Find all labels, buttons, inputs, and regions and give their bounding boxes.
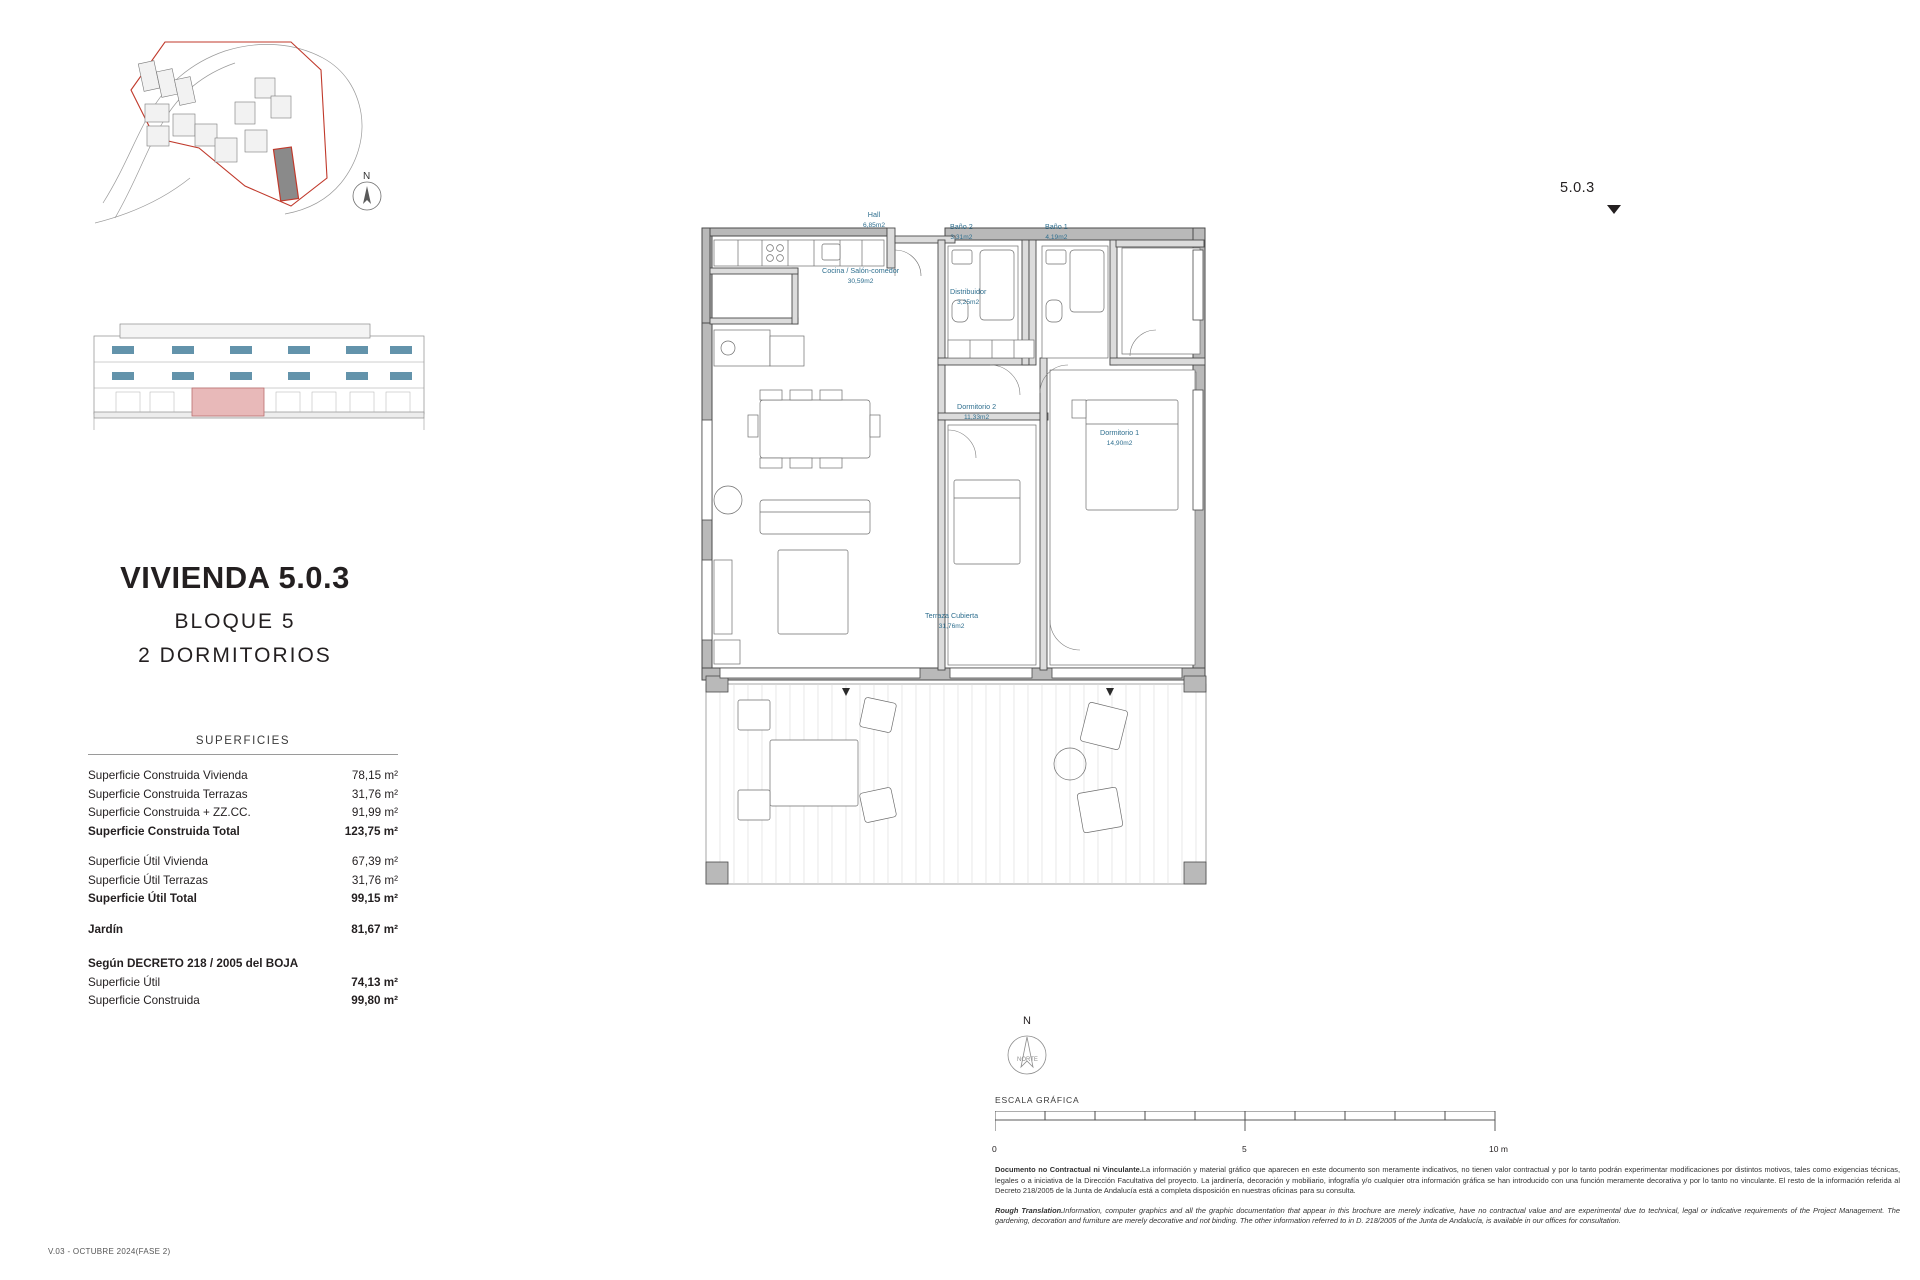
surfaces-heading: SUPERFICIES (195, 735, 291, 747)
room-label-distribuidor (950, 287, 986, 307)
north-arrow-plan (995, 1015, 1065, 1095)
room-label-dormitorio2 (957, 402, 996, 422)
surfaces-table (88, 735, 398, 1011)
room-label-dormitorio1 (1100, 428, 1139, 448)
disclaimer-english-title: Rough Translation. (995, 1205, 1064, 1215)
version-note: V.03 - OCTUBRE 2024(FASE 2) (48, 1247, 171, 1256)
disclaimer-english (995, 1206, 1900, 1227)
row-label: Superficie Construida Vivienda (88, 769, 248, 782)
row-label: Superficie Útil (88, 975, 161, 989)
north-arrow-site (353, 171, 381, 210)
svg-text:N: N (363, 171, 371, 182)
floorplan-area (470, 0, 1920, 1280)
highlighted-block (273, 147, 298, 201)
row-value: 81,67 m² (351, 922, 398, 936)
table-row (88, 804, 398, 823)
row-label: Superficie Útil Total (88, 892, 197, 905)
row-value: 123,75 m² (344, 824, 398, 838)
room-name: Dormitorio 1 (1100, 428, 1140, 437)
scale-tick-5: 5 (1242, 1144, 1247, 1154)
row-value: 74,13 m² (351, 975, 398, 989)
row-value: 99,80 m² (351, 994, 398, 1007)
room-name: Dormitorio 2 (957, 402, 997, 411)
north-letter: N (1023, 1015, 1031, 1027)
room-label-bano2 (950, 222, 973, 242)
room-name: Baño 2 (950, 222, 973, 231)
room-name: Hall (867, 210, 881, 219)
disclaimer-spanish-title: Documento no Contractual ni Vinculante. (995, 1165, 1142, 1174)
table-row (88, 890, 398, 909)
room-area: 3,31m2 (950, 233, 973, 241)
row-value: 91,99 m² (351, 806, 398, 819)
floorplan-drawing (470, 0, 1920, 1000)
room-area: 6,85m2 (863, 221, 885, 229)
room-area: 11,33m2 (963, 413, 990, 421)
room-area: 30,59m2 (847, 277, 874, 285)
row-value: 67,39 m² (351, 855, 398, 868)
table-row (88, 786, 398, 805)
title-block (0, 560, 470, 668)
table-row (88, 853, 398, 872)
highlighted-apartment-elevation (192, 388, 264, 416)
divider (88, 754, 398, 755)
scale-tick-0: 0 (992, 1144, 997, 1154)
room-area: 14,90m2 (1106, 439, 1133, 447)
svg-text:NORTE: NORTE (1017, 1057, 1038, 1063)
graphic-scale (992, 1095, 1645, 1158)
page-title: VIVIENDA 5.0.3 (120, 560, 350, 595)
row-label: Superficie Construida (88, 994, 200, 1007)
room-label-hall (863, 210, 885, 230)
room-area: 3,25m2 (957, 298, 980, 306)
disclaimer-spanish-text: La información y material gráfico que aparecen en este documento son meramente indicativos, no tienen valor contractual y por lo tanto podrán experimentar modificaciones por distintos motivos, tales como exigencias técnicas, legales o a iniciativa de la Dirección Facultativa del proyecto. La jardinería, decoración y mobiliario, infografía y/o cualquier otra información gráfica se han introducido con una función meramente decorativa y por lo tanto no vinculante. El resto de la información referida al Decreto 218/2005 de la Junta de Andalucía está a completa disposición en nuestras oficinas para su consulta. (995, 1165, 1900, 1195)
table-row (88, 767, 398, 786)
row-label: Superficie Construida Terrazas (88, 787, 248, 801)
room-name: Distribuidor (950, 287, 987, 296)
row-label: Superficie Construida Total (88, 824, 240, 838)
site-key-plan (95, 18, 415, 233)
room-name: Cocina / Salón-comedor (822, 266, 900, 275)
row-label: Superficie Útil Vivienda (88, 855, 208, 868)
room-label-cocina-salon (822, 266, 899, 286)
disclaimer-spanish (995, 1165, 1900, 1197)
building-elevation (80, 300, 435, 440)
row-value: 31,76 m² (351, 787, 398, 801)
unit-code-label: 5.0.3 (1560, 180, 1595, 196)
table-row (88, 823, 398, 842)
bedrooms-subtitle: 2 DORMITORIOS (138, 644, 332, 667)
room-area: 31,76m2 (938, 622, 965, 630)
decreto-title: Según DECRETO 218 / 2005 del BOJA (88, 957, 299, 970)
table-row (88, 974, 398, 993)
row-value: 31,76 m² (351, 873, 398, 887)
room-name: Baño 1 (1045, 222, 1068, 231)
row-value: 78,15 m² (351, 769, 398, 782)
row-label: Jardín (88, 922, 124, 936)
row-label: Superficie Construida + ZZ.CC. (88, 806, 251, 819)
room-name: Terraza Cubierta (925, 611, 979, 620)
row-label: Superficie Útil Terrazas (88, 873, 208, 887)
room-area: 4,19m2 (1045, 233, 1068, 241)
table-row (88, 921, 398, 940)
table-row (88, 872, 398, 891)
room-label-bano1 (1045, 222, 1068, 242)
row-value: 99,15 m² (351, 892, 398, 905)
table-row (88, 992, 398, 1011)
scale-label: ESCALA GRÁFICA (995, 1095, 1080, 1105)
block-subtitle: BLOQUE 5 (174, 610, 296, 633)
room-label-terraza (925, 611, 978, 631)
disclaimer-block (995, 1165, 1900, 1236)
disclaimer-english-text: Information, computer graphics and all the graphic documentation that appear in this brochure are merely indicative, have no contractual value and are experimental due to technical, legal or indicative requirements of the Project Management. The gardening, decoration and furniture are merely decorative and not binding. The other information referred to in D. 218/2005 of the Junta de Andalucía, is available in our offices for consultation. (995, 1205, 1900, 1225)
left-info-column (0, 0, 470, 1280)
scale-tick-10: 10 m (1489, 1144, 1508, 1154)
